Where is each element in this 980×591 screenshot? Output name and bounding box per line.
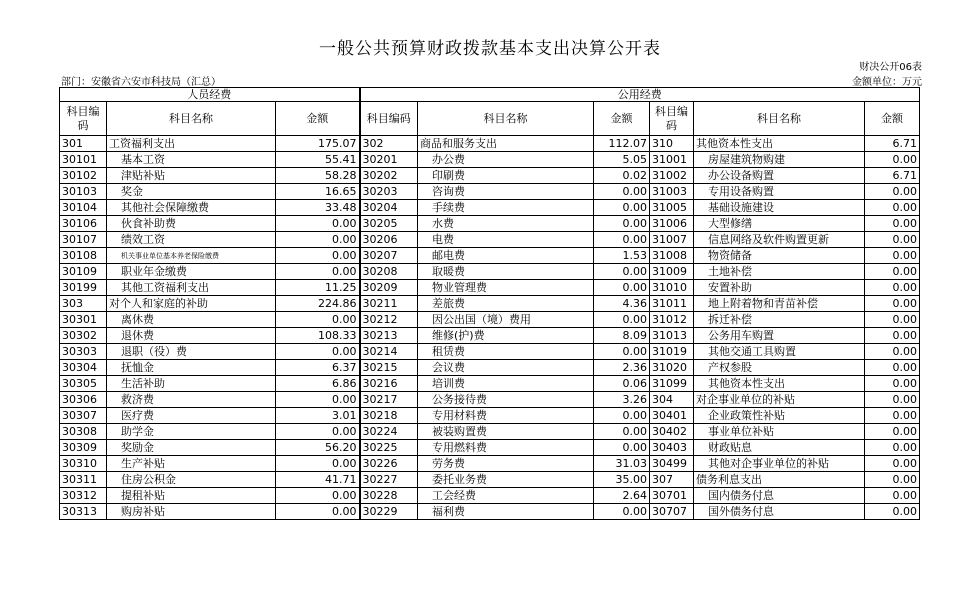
code-cell: 304 [650,392,694,408]
amount-cell: 1.53 [594,248,650,264]
table-row [60,184,920,200]
amount-cell: 0.00 [865,312,920,328]
name-cell: 维修(护)费 [418,328,594,344]
name-cell: 助学金 [107,424,276,440]
table-row [60,344,920,360]
amount-cell: 3.01 [276,408,360,424]
amount-cell: 0.00 [594,312,650,328]
col-code-header: 科目编码 [360,102,418,136]
code-cell: 31008 [650,248,694,264]
name-cell: 退职（役）费 [107,344,276,360]
name-cell: 房屋建筑物购建 [694,152,865,168]
code-cell: 30304 [60,360,107,376]
amount-cell: 0.00 [276,264,360,280]
amount-cell: 112.07 [594,136,650,152]
name-cell: 机关事业单位基本养老保险缴费 [107,248,276,264]
code-cell: 310 [650,136,694,152]
name-cell: 工会经费 [418,488,594,504]
amount-cell: 0.00 [594,408,650,424]
table-row [60,488,920,504]
code-cell: 30109 [60,264,107,280]
public-group-header: 公用经费 [360,88,920,102]
name-cell: 其他社会保障缴费 [107,200,276,216]
code-cell: 30205 [360,216,418,232]
name-cell: 办公设备购置 [694,168,865,184]
name-cell: 大型修缮 [694,216,865,232]
code-cell: 30218 [360,408,418,424]
name-cell: 水费 [418,216,594,232]
code-cell: 30202 [360,168,418,184]
name-cell: 奖金 [107,184,276,200]
table-row [60,360,920,376]
code-cell: 303 [60,296,107,312]
code-cell: 31011 [650,296,694,312]
name-cell: 其他对企事业单位的补贴 [694,456,865,472]
table-row [60,136,920,152]
code-cell: 31099 [650,376,694,392]
table-row [60,200,920,216]
col-name-header: 科目名称 [107,102,276,136]
code-cell: 30203 [360,184,418,200]
amount-cell: 0.00 [276,232,360,248]
code-cell: 31020 [650,360,694,376]
code-cell: 30212 [360,312,418,328]
code-cell: 30306 [60,392,107,408]
amount-cell: 4.36 [594,296,650,312]
table-row [60,392,920,408]
amount-cell: 6.71 [865,136,920,152]
name-cell: 福利费 [418,504,594,520]
amount-cell: 0.00 [594,344,650,360]
name-cell: 其他资本性支出 [694,376,865,392]
code-cell: 30308 [60,424,107,440]
name-cell: 提租补贴 [107,488,276,504]
name-cell: 会议费 [418,360,594,376]
code-cell: 30103 [60,184,107,200]
code-cell: 30106 [60,216,107,232]
amount-cell: 0.00 [865,344,920,360]
name-cell: 差旅费 [418,296,594,312]
amount-cell: 0.00 [865,328,920,344]
amount-cell: 0.00 [276,344,360,360]
code-cell: 30707 [650,504,694,520]
amount-cell: 108.33 [276,328,360,344]
code-cell: 31003 [650,184,694,200]
amount-unit-label: 金额单位：万元 [852,77,922,88]
code-cell: 30199 [60,280,107,296]
amount-cell: 0.00 [865,440,920,456]
name-cell: 公务接待费 [418,392,594,408]
amount-cell: 0.00 [865,376,920,392]
table-row [60,328,920,344]
code-cell: 302 [360,136,418,152]
amount-cell: 0.06 [594,376,650,392]
name-cell: 生活补助 [107,376,276,392]
code-cell: 30201 [360,152,418,168]
col-name-header: 科目名称 [418,102,594,136]
amount-cell: 56.20 [276,440,360,456]
code-cell: 30224 [360,424,418,440]
code-cell: 30305 [60,376,107,392]
code-cell: 30401 [650,408,694,424]
amount-cell: 11.25 [276,280,360,296]
amount-cell: 0.00 [594,424,650,440]
code-cell: 30209 [360,280,418,296]
code-cell: 30108 [60,248,107,264]
table-row [60,504,920,520]
amount-cell: 0.00 [865,232,920,248]
table-row [60,312,920,328]
code-cell: 30303 [60,344,107,360]
amount-cell: 0.00 [594,200,650,216]
code-cell: 30225 [360,440,418,456]
name-cell: 对企事业单位的补贴 [694,392,865,408]
table-row [60,152,920,168]
name-cell: 专用设备购置 [694,184,865,200]
amount-cell: 0.00 [865,280,920,296]
name-cell: 其他资本性支出 [694,136,865,152]
table-row [60,168,920,184]
col-amount-header: 金额 [594,102,650,136]
amount-cell: 0.00 [865,184,920,200]
amount-cell: 0.00 [594,232,650,248]
amount-cell: 5.05 [594,152,650,168]
code-cell: 31012 [650,312,694,328]
name-cell: 委托业务费 [418,472,594,488]
amount-cell: 0.00 [865,424,920,440]
amount-cell: 0.00 [865,248,920,264]
name-cell: 专用燃料费 [418,440,594,456]
amount-cell: 8.09 [594,328,650,344]
amount-cell: 0.00 [594,216,650,232]
expenditure-table [59,87,920,520]
name-cell: 电费 [418,232,594,248]
name-cell: 医疗费 [107,408,276,424]
code-cell: 30214 [360,344,418,360]
code-cell: 30215 [360,360,418,376]
amount-cell: 0.00 [594,264,650,280]
code-cell: 30309 [60,440,107,456]
table-row [60,376,920,392]
amount-cell: 3.26 [594,392,650,408]
code-cell: 30312 [60,488,107,504]
col-name-header: 科目名称 [694,102,865,136]
code-cell: 30107 [60,232,107,248]
code-cell: 31007 [650,232,694,248]
code-cell: 31013 [650,328,694,344]
name-cell: 手续费 [418,200,594,216]
table-row [60,280,920,296]
amount-cell: 6.86 [276,376,360,392]
code-cell: 30204 [360,200,418,216]
code-cell: 30402 [650,424,694,440]
amount-cell: 0.00 [594,440,650,456]
code-cell: 30216 [360,376,418,392]
name-cell: 国内债务付息 [694,488,865,504]
name-cell: 办公费 [418,152,594,168]
code-cell: 301 [60,136,107,152]
amount-cell: 0.00 [865,472,920,488]
amount-cell: 16.65 [276,184,360,200]
code-cell: 30206 [360,232,418,248]
code-cell: 31009 [650,264,694,280]
amount-cell: 2.64 [594,488,650,504]
name-cell: 其他交通工具购置 [694,344,865,360]
table-row [60,232,920,248]
name-cell: 基础设施建设 [694,200,865,216]
amount-cell: 0.00 [276,488,360,504]
amount-cell: 41.71 [276,472,360,488]
table-row [60,264,920,280]
code-cell: 30228 [360,488,418,504]
code-cell: 30701 [650,488,694,504]
amount-cell: 0.00 [276,456,360,472]
code-cell: 30208 [360,264,418,280]
name-cell: 其他工资福利支出 [107,280,276,296]
amount-cell: 0.00 [594,184,650,200]
code-cell: 30102 [60,168,107,184]
name-cell: 土地补偿 [694,264,865,280]
name-cell: 企业政策性补贴 [694,408,865,424]
amount-cell: 0.00 [276,424,360,440]
amount-cell: 0.00 [865,408,920,424]
code-cell: 30499 [650,456,694,472]
table-row [60,424,920,440]
code-cell: 30211 [360,296,418,312]
name-cell: 产权参股 [694,360,865,376]
code-cell: 30302 [60,328,107,344]
code-cell: 30101 [60,152,107,168]
amount-cell: 0.00 [865,296,920,312]
code-cell: 30310 [60,456,107,472]
code-cell: 31010 [650,280,694,296]
amount-cell: 0.00 [276,504,360,520]
amount-cell: 0.00 [865,264,920,280]
table-row [60,216,920,232]
name-cell: 救济费 [107,392,276,408]
code-cell: 31005 [650,200,694,216]
table-row [60,408,920,424]
amount-cell: 0.00 [276,312,360,328]
amount-cell: 0.00 [594,504,650,520]
code-cell: 31001 [650,152,694,168]
name-cell: 工资福利支出 [107,136,276,152]
personnel-group-header: 人员经费 [60,88,360,102]
amount-cell: 2.36 [594,360,650,376]
name-cell: 取暖费 [418,264,594,280]
name-cell: 物业管理费 [418,280,594,296]
name-cell: 培训费 [418,376,594,392]
name-cell: 租赁费 [418,344,594,360]
amount-cell: 0.00 [865,216,920,232]
col-amount-header: 金额 [276,102,360,136]
name-cell: 抚恤金 [107,360,276,376]
amount-cell: 0.00 [594,280,650,296]
code-cell: 30104 [60,200,107,216]
name-cell: 邮电费 [418,248,594,264]
code-cell: 30307 [60,408,107,424]
department-label: 部门：安徽省六安市科技局（汇总） [61,77,221,88]
code-cell: 30217 [360,392,418,408]
amount-cell: 175.07 [276,136,360,152]
code-cell: 30207 [360,248,418,264]
table-row [60,296,920,312]
amount-cell: 6.37 [276,360,360,376]
name-cell: 因公出国（境）费用 [418,312,594,328]
name-cell: 住房公积金 [107,472,276,488]
code-cell: 30227 [360,472,418,488]
code-cell: 307 [650,472,694,488]
name-cell: 商品和服务支出 [418,136,594,152]
code-cell: 30301 [60,312,107,328]
name-cell: 奖励金 [107,440,276,456]
name-cell: 离休费 [107,312,276,328]
amount-cell: 0.00 [865,504,920,520]
table-row [60,440,920,456]
amount-cell: 0.00 [276,392,360,408]
name-cell: 咨询费 [418,184,594,200]
table-row [60,472,920,488]
name-cell: 绩效工资 [107,232,276,248]
code-cell: 30226 [360,456,418,472]
amount-cell: 224.86 [276,296,360,312]
code-cell: 30313 [60,504,107,520]
name-cell: 信息网络及软件购置更新 [694,232,865,248]
col-amount-header: 金额 [865,102,920,136]
name-cell: 地上附着物和青苗补偿 [694,296,865,312]
name-cell: 退休费 [107,328,276,344]
col-code-header: 科目编码 [60,102,107,136]
form-number: 财决公开06表 [859,62,922,73]
amount-cell: 0.00 [865,152,920,168]
name-cell: 伙食补助费 [107,216,276,232]
name-cell: 被装购置费 [418,424,594,440]
code-cell: 30229 [360,504,418,520]
table-row [60,248,920,264]
name-cell: 劳务费 [418,456,594,472]
page-title: 一般公共预算财政拨款基本支出决算公开表 [319,39,661,59]
code-cell: 30311 [60,472,107,488]
name-cell: 债务利息支出 [694,472,865,488]
amount-cell: 0.00 [865,488,920,504]
amount-cell: 0.00 [865,360,920,376]
amount-cell: 0.00 [276,248,360,264]
name-cell: 国外债务付息 [694,504,865,520]
code-cell: 31019 [650,344,694,360]
amount-cell: 35.00 [594,472,650,488]
name-cell: 购房补贴 [107,504,276,520]
code-cell: 30403 [650,440,694,456]
name-cell: 印刷费 [418,168,594,184]
code-cell: 30213 [360,328,418,344]
amount-cell: 0.00 [865,392,920,408]
name-cell: 财政贴息 [694,440,865,456]
name-cell: 公务用车购置 [694,328,865,344]
name-cell: 物资储备 [694,248,865,264]
amount-cell: 0.00 [865,456,920,472]
name-cell: 事业单位补贴 [694,424,865,440]
amount-cell: 0.00 [276,216,360,232]
amount-cell: 31.03 [594,456,650,472]
name-cell: 安置补助 [694,280,865,296]
name-cell: 对个人和家庭的补助 [107,296,276,312]
code-cell: 31002 [650,168,694,184]
amount-cell: 55.41 [276,152,360,168]
table-row [60,456,920,472]
name-cell: 职业年金缴费 [107,264,276,280]
amount-cell: 33.48 [276,200,360,216]
name-cell: 基本工资 [107,152,276,168]
code-cell: 31006 [650,216,694,232]
name-cell: 专用材料费 [418,408,594,424]
name-cell: 拆迁补偿 [694,312,865,328]
amount-cell: 0.00 [865,200,920,216]
amount-cell: 58.28 [276,168,360,184]
amount-cell: 0.02 [594,168,650,184]
name-cell: 津贴补贴 [107,168,276,184]
name-cell: 生产补贴 [107,456,276,472]
col-code-header: 科目编码 [650,102,694,136]
amount-cell: 6.71 [865,168,920,184]
